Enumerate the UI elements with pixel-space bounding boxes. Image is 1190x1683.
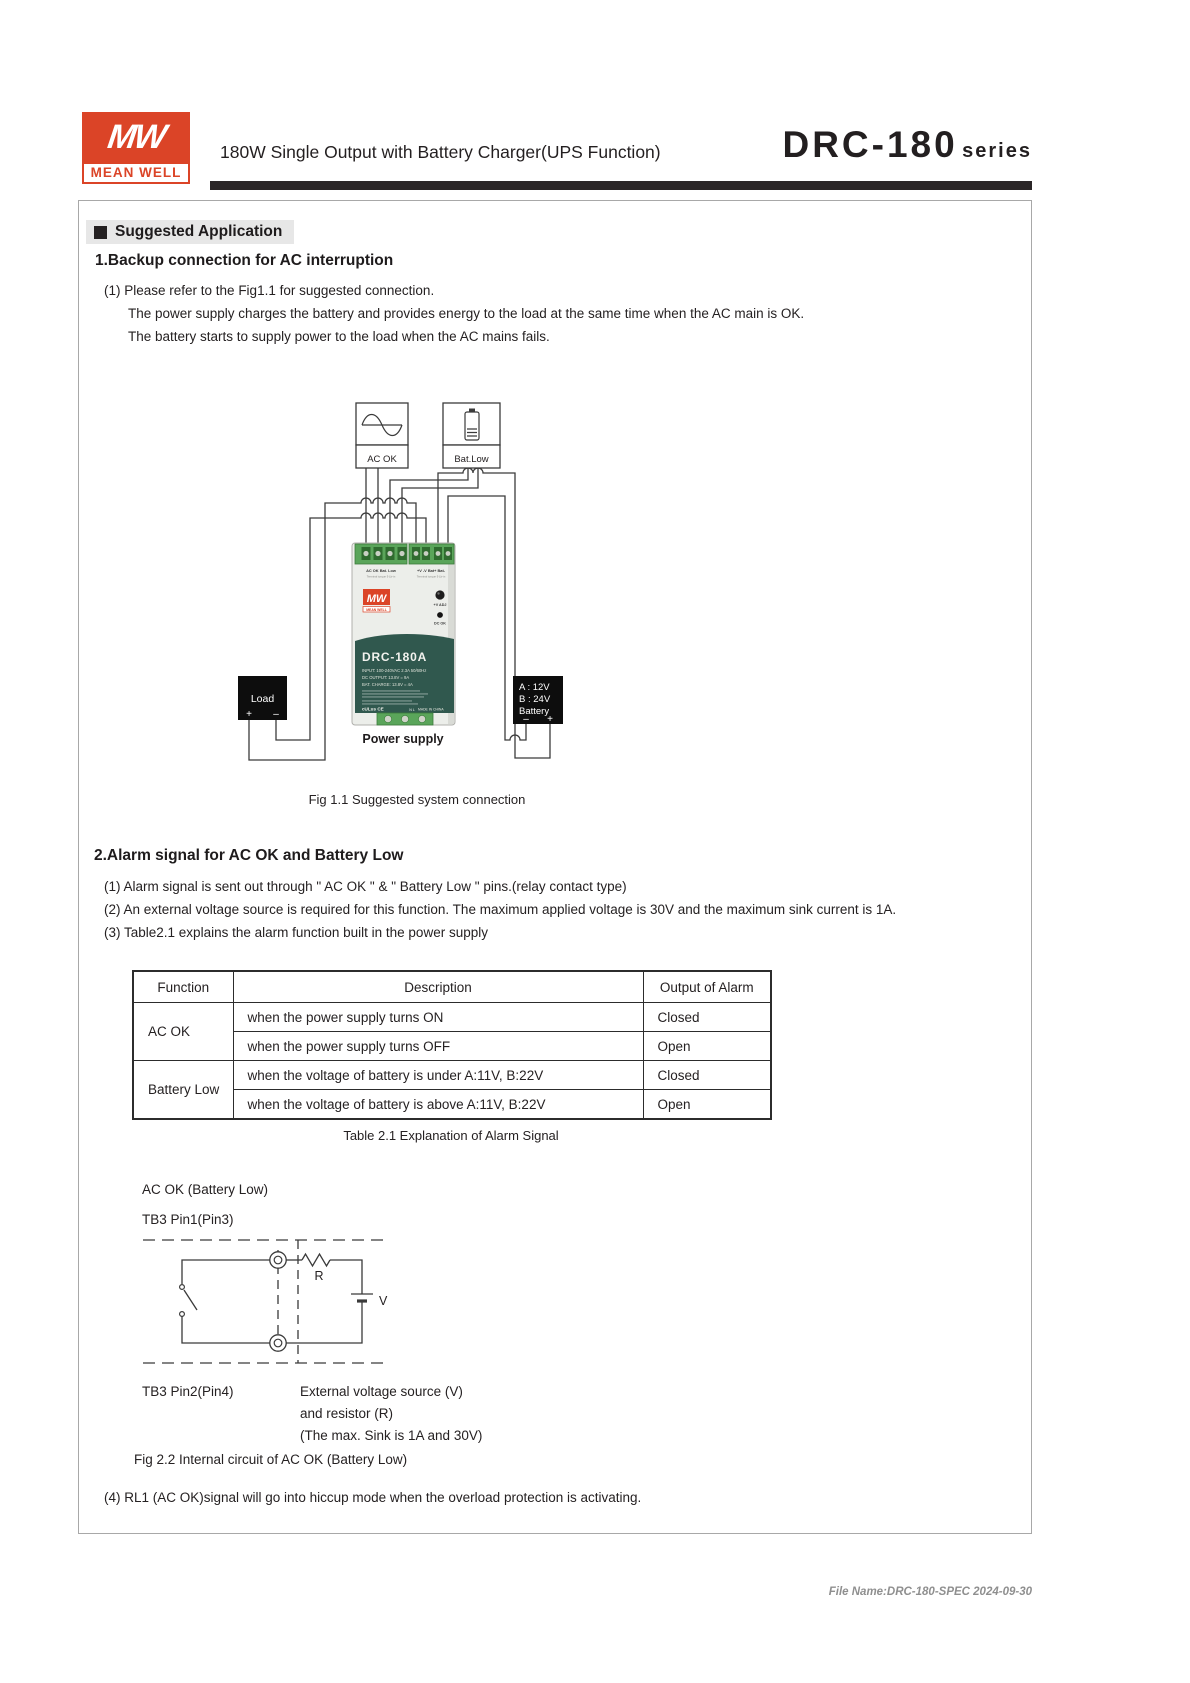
alarm-line-1: (1) Alarm signal is sent out through " AC OK " & " Battery Low " pins.(relay contact type) bbox=[104, 879, 627, 894]
series-title bbox=[782, 124, 1032, 166]
alarm-line-2: (2) An external voltage source is required for this function. The maximum applied voltage is 30V and the maximum sink current is 1A. bbox=[104, 902, 897, 917]
battery-line-b: B : 24V bbox=[519, 694, 551, 705]
fig2-label-max-sink: (The max. Sink is 1A and 30V) bbox=[300, 1428, 483, 1443]
psu-dcok-label: DC OK bbox=[434, 621, 446, 626]
heading-alarm-signal: 2.Alarm signal for AC OK and Battery Low bbox=[94, 847, 404, 864]
col-header-output: Output of Alarm bbox=[643, 971, 771, 1003]
table-row bbox=[133, 1003, 771, 1032]
psu-vadj-label: +V ADJ bbox=[433, 603, 447, 607]
resistor-icon bbox=[302, 1254, 330, 1266]
pin-terminal-bottom bbox=[270, 1335, 286, 1351]
section-suggested-application bbox=[86, 220, 294, 244]
psu-torque-note-left: Terminal torque 9 Lb-in bbox=[366, 574, 396, 579]
fig2-internal-circuit-diagram bbox=[130, 1230, 500, 1390]
backup-line-2: The power supply charges the battery and provides energy to the load at the same time when the AC main is OK. bbox=[128, 306, 805, 321]
psu-top-terminal-right bbox=[409, 544, 454, 564]
cell-function-acok: AC OK bbox=[133, 1003, 233, 1061]
psu-mw-brand-text: MEAN WELL bbox=[366, 607, 387, 612]
psu-mw-logo bbox=[363, 589, 390, 612]
file-name-footer: File Name:DRC-180-SPEC 2024-09-30 bbox=[828, 1586, 1032, 1598]
pin-terminal-top bbox=[270, 1252, 286, 1268]
logo-brand-band bbox=[82, 162, 190, 184]
fig2-label-ext-source: External voltage source (V) bbox=[300, 1384, 463, 1399]
psu-mw-monogram-icon: MW bbox=[366, 593, 387, 605]
fig2-label-tb3pin2: TB3 Pin2(Pin4) bbox=[142, 1384, 234, 1399]
table-header-row bbox=[133, 971, 771, 1003]
alarm-line-3: (3) Table2.1 explains the alarm function built in the power supply bbox=[104, 925, 488, 940]
wire-relay-top bbox=[182, 1260, 270, 1284]
table-caption: Table 2.1 Explanation of Alarm Signal bbox=[343, 1128, 559, 1143]
psu-spec-charge: BAT. CHARGE: 13.8V = 4A bbox=[362, 682, 413, 687]
cell-output: Closed bbox=[643, 1003, 771, 1032]
battery-box bbox=[513, 676, 563, 725]
psu-terminal-right-label: +V -V Bat+ Bat- bbox=[416, 568, 446, 573]
section-bullet-icon bbox=[94, 226, 107, 239]
cell-output: Closed bbox=[643, 1061, 771, 1090]
fig1-system-connection-diagram bbox=[150, 368, 650, 808]
acok-box-label: AC OK bbox=[367, 454, 397, 465]
wire-relay-bottom bbox=[182, 1317, 270, 1344]
psu-model-text: DRC-180A bbox=[362, 650, 428, 664]
cell-description: when the voltage of battery is under A:11V, B:22V bbox=[233, 1061, 643, 1090]
series-word: series bbox=[962, 140, 1032, 162]
fig2-label-tb3pin1: TB3 Pin1(Pin3) bbox=[142, 1212, 234, 1227]
switch-blade bbox=[184, 1290, 197, 1310]
psu-bottom-terminal-labels: N L bbox=[409, 708, 415, 712]
load-label: Load bbox=[250, 693, 275, 705]
cell-description: when the power supply turns OFF bbox=[233, 1032, 643, 1061]
battery-minus-terminal: – bbox=[523, 714, 529, 725]
alarm-table bbox=[132, 970, 772, 1120]
fig2-caption: Fig 2.2 Internal circuit of AC OK (Battery Low) bbox=[134, 1452, 408, 1467]
col-header-function: Function bbox=[133, 971, 233, 1003]
load-minus-terminal: – bbox=[273, 709, 279, 720]
psu-cert-marks: cULus CE bbox=[362, 706, 384, 712]
note-4: (4) RL1 (AC OK)signal will go into hiccup mode when the overload protection is activating. bbox=[104, 1490, 642, 1505]
batlow-indicator-box bbox=[443, 403, 500, 468]
fig2-label-acok: AC OK (Battery Low) bbox=[142, 1182, 269, 1197]
battery-line-a: A : 12V bbox=[519, 682, 550, 693]
psu-terminal-left-label: AC OK Bat. Low bbox=[366, 568, 396, 573]
meanwell-logo bbox=[82, 112, 190, 186]
psu-made-in: MADE IN CHINA bbox=[418, 707, 444, 712]
switch-contact-top bbox=[180, 1285, 185, 1290]
model-name: DRC-180 bbox=[782, 124, 958, 165]
battery-word: Battery bbox=[519, 706, 550, 717]
header-rule bbox=[210, 181, 1032, 190]
heading-backup-connection: 1.Backup connection for AC interruption bbox=[95, 252, 394, 269]
section-title-text: Suggested Application bbox=[115, 223, 283, 240]
psu-torque-note-right: Terminal torque 9 Lb-in bbox=[416, 574, 446, 579]
cell-output: Open bbox=[643, 1090, 771, 1120]
psu-top-terminal-left bbox=[355, 544, 407, 564]
document-subtitle: 180W Single Output with Battery Charger(UPS Function) bbox=[220, 142, 661, 162]
logo-brand-text: MEAN WELL bbox=[90, 165, 182, 181]
fig2-label-resistor: and resistor (R) bbox=[300, 1406, 394, 1421]
backup-line-1: (1) Please refer to the Fig1.1 for suggested connection. bbox=[104, 283, 435, 298]
switch-contact-bottom bbox=[180, 1312, 185, 1317]
fig1-caption: Fig 1.1 Suggested system connection bbox=[308, 792, 526, 807]
psu-spec-input: INPUT: 100-240VAC 2.3A 50/60Hz bbox=[362, 668, 427, 673]
logo-red-box bbox=[82, 112, 190, 162]
cell-function-batterylow: Battery Low bbox=[133, 1061, 233, 1120]
col-header-description: Description bbox=[233, 971, 643, 1003]
resistor-label: R bbox=[314, 1269, 324, 1283]
psu-caption: Power supply bbox=[362, 732, 444, 746]
wire-resistor-to-battery bbox=[330, 1260, 362, 1294]
battery-plus-terminal: + bbox=[547, 714, 553, 725]
backup-line-3: The battery starts to supply power to the load when the AC mains fails. bbox=[128, 329, 550, 344]
table-row bbox=[133, 1061, 771, 1090]
batlow-box-label: Bat.Low bbox=[454, 454, 489, 465]
cell-output: Open bbox=[643, 1032, 771, 1061]
load-box bbox=[238, 676, 287, 720]
cell-description: when the voltage of battery is above A:11V, B:22V bbox=[233, 1090, 643, 1120]
psu-spec-output: DC OUTPUT: 13.8V = 9A bbox=[362, 675, 410, 680]
acok-indicator-box bbox=[356, 403, 408, 468]
voltage-source-label: V bbox=[379, 1294, 388, 1308]
power-supply-unit bbox=[352, 543, 455, 725]
load-plus-terminal: + bbox=[246, 709, 252, 720]
cell-description: when the power supply turns ON bbox=[233, 1003, 643, 1032]
mw-monogram-icon: MW bbox=[105, 118, 167, 156]
